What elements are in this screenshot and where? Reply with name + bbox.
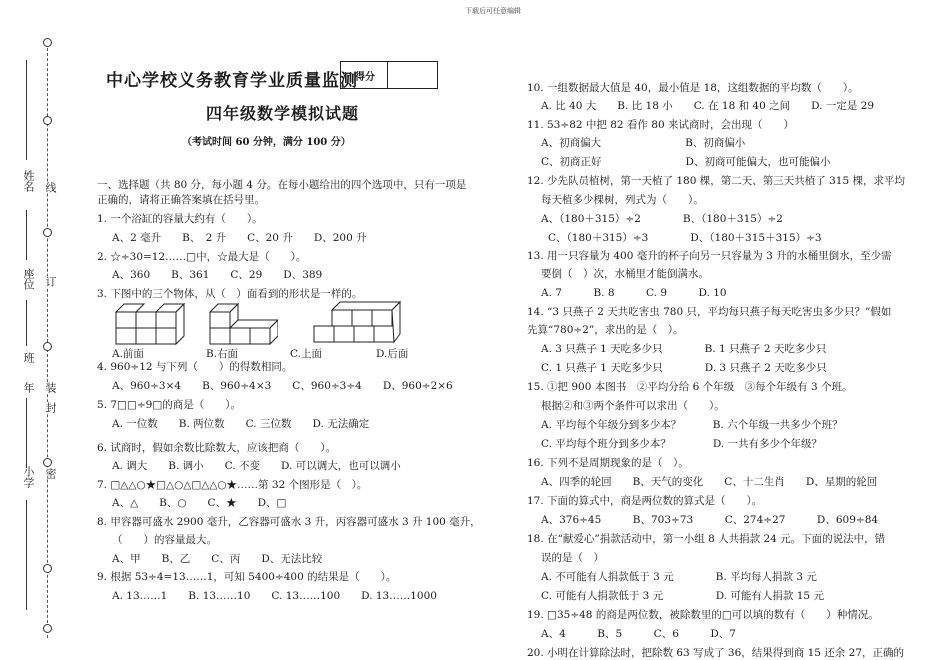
right-question-line: A. 比 40 大 B. 比 18 小 C. 在 18 和 40 之间 D. 一定是 29 <box>541 100 875 112</box>
binding-mark-xian: 线 <box>44 182 57 193</box>
left-question-line: 7. □△△○★□△○△□△△○★……第 32 个图形是（ ）。 <box>97 479 368 491</box>
dashed-binding-line <box>47 38 48 638</box>
block-object-c <box>310 298 416 350</box>
right-question-line: 误的是（ ） <box>541 552 604 564</box>
exam-info: （考试时间 60 分钟，满分 100 分） <box>182 137 351 148</box>
left-question-line: 6. 试商时，假如余数比除数大，应该把商（ ）。 <box>97 442 337 454</box>
left-question-line: （ ）的容量最大。 <box>112 534 217 546</box>
left-question-line: 一、选择题（共 80 分，每小题 4 分。在每小题给出的四个选项中，只有一项是 <box>97 179 467 191</box>
left-question-line: 正确的，请将正确答案填在括号里。 <box>97 194 265 206</box>
right-question-line: C、初商正好 D、初商可能偏大，也可能偏小 <box>541 156 831 168</box>
right-question-line: 要倒（ ）次，水桶里才能倒满水。 <box>541 268 709 280</box>
right-question-line: A. 平均每个年级分到多少本？ B. 六个年级一共多少个班？ <box>541 419 843 431</box>
field-name-label: 姓名 <box>22 170 35 192</box>
right-question-line: 每天植多少棵树，列式为（ ）。 <box>541 194 704 206</box>
left-question-line: A、甲 B、乙 C、丙 D、无法比较 <box>112 553 323 565</box>
binding-hole <box>43 38 52 47</box>
right-question-line: A、376÷45 B、703÷73 C、274÷27 D、609÷84 <box>541 514 879 526</box>
left-question-line: 5. 7□□÷9□的商是（ ）。 <box>97 399 242 411</box>
field-school-line[interactable] <box>26 500 27 610</box>
left-question-line: 9. 根据 53÷4=13……1，可知 5400÷400 的结果是（ ）。 <box>97 571 397 583</box>
binding-hole <box>43 228 52 237</box>
q3-option-c: C.上面 <box>290 348 322 360</box>
binding-hole <box>43 564 52 573</box>
left-question-line: A、2 毫升 B、 2 升 C、20 升 D、200 升 <box>112 232 367 244</box>
field-seat-line[interactable] <box>26 210 27 260</box>
left-question-line: A. 一位数 B. 两位数 C. 三位数 D. 无法确定 <box>112 418 370 430</box>
right-question-line: 16. 下列不是周期现象的是（ ）。 <box>527 457 689 469</box>
right-question-line: 15. ①把 900 本图书 ②平均分给 6 个年级 ③每个年级有 3 个班。 <box>527 381 853 393</box>
left-question-line: A、△ B、○ C、★ D、□ <box>112 497 287 509</box>
binding-mark-zhuang: 装 <box>44 382 57 393</box>
left-question-line: A、960÷3×4 B、960÷4×3 C、960÷3÷4 D、960÷2×6 <box>112 380 453 392</box>
exam-subtitle: 四年级数学模拟试题 <box>206 104 360 123</box>
field-class-label: 班 <box>22 352 35 363</box>
right-question-line: A. 7 B. 8 C. 9 D. 10 <box>541 287 727 299</box>
right-question-line: A、（180＋315）÷2 B、（180＋315）÷2 <box>541 213 783 225</box>
right-question-line: 17. 下面的算式中，商是两位数的算式是（ ）。 <box>527 495 763 507</box>
binding-hole <box>43 116 52 125</box>
left-question-line: A、360 B、361 C、29 D、389 <box>112 269 323 281</box>
right-question-line: C. 平均每个班分到多少本？ D. 一共有多少个年级？ <box>541 438 823 450</box>
binding-hole <box>43 624 52 633</box>
q3-option-d: D.后面 <box>376 348 409 360</box>
binding-hole <box>43 342 52 351</box>
right-question-line: C、（180＋315）÷3 D、（180＋315＋315）÷3 <box>548 232 822 244</box>
right-question-line: A. 不可能有人捐款低于 3 元 B. 平均每人捐款 3 元 <box>541 571 817 583</box>
left-question-line: 4. 960÷12 与下列（ ）的得数相同。 <box>97 361 293 373</box>
binding-hole <box>43 458 52 467</box>
right-question-line: 11. 53÷82 中把 82 看作 80 来试商时，会出现（ ） <box>527 119 794 131</box>
right-question-line: A、四季的轮回 B、天气的变化 C、十二生肖 D、星期的轮回 <box>541 476 878 488</box>
field-class-line[interactable] <box>26 300 27 346</box>
right-question-line: C. 可能有人捐款低于 3 元 D. 可能有人捐款 15 元 <box>541 590 824 602</box>
binding-mark-ding: 订 <box>44 276 57 287</box>
left-question-line: A. 13……1 B. 13……10 C. 13……100 D. 13……1000 <box>112 590 437 602</box>
right-question-line: 13. 用一只容量为 400 毫升的杯子向另一只容量为 3 升的水桶里倒水，至少需 <box>527 250 892 262</box>
right-question-line: 根据②和③两个条件可以求出（ ）。 <box>541 400 725 412</box>
score-box <box>340 61 438 89</box>
field-school-label: 小学 <box>22 466 35 488</box>
binding-mark-feng: 封 <box>44 402 57 413</box>
right-question-line: C. 1 只燕子 1 天吃多少只 D. 3 只燕子 2 天吃多少只 <box>541 362 827 374</box>
left-question-line: 2. ☆÷30=12……□中，☆最大是（ ）。 <box>97 251 307 263</box>
field-grade-line[interactable] <box>26 398 27 468</box>
right-question-line: A、4 B、5 C、6 D、7 <box>541 628 736 640</box>
field-seat-label: 座位 <box>22 268 35 290</box>
right-question-line: A. 3 只燕子 1 天吃多少只 B. 1 只燕子 2 天吃多少只 <box>541 343 827 355</box>
left-question-line: 1. 一个浴缸的容量大约有（ ）。 <box>97 213 263 225</box>
block-object-b <box>206 300 278 350</box>
right-question-line: 先算“780÷2”，求出的是（ ）。 <box>527 324 684 336</box>
right-question-line: 12. 少先队员植树，第一天植了 180 棵，第二天、第三天共植了 315 棵，求平均 <box>527 175 905 187</box>
right-question-line: 18. 在“献爱心”捐款活动中，第一小组 8 人共捐款 24 元。下面的说法中，错 <box>527 533 886 545</box>
field-name-line[interactable] <box>26 60 27 160</box>
field-grade-label: 年 <box>22 382 35 393</box>
q3-option-a: A.前面 <box>112 348 144 360</box>
header-note: 下载后可任意编辑 <box>465 7 521 15</box>
left-question-line: 8. 甲容器可盛水 2900 毫升，乙容器可盛水 3 升，丙容器可盛水 3 升 100 毫升， <box>97 516 481 528</box>
score-field[interactable] <box>388 62 437 88</box>
score-label: 得分 <box>355 72 375 83</box>
left-question-line: 3. 下图中的三个物体，从（ ）面看到的形状是一样的。 <box>97 288 363 300</box>
right-question-line: 19. □35÷48 的商是两位数，被除数里的□可以填的数有（ ）种情况。 <box>527 609 879 621</box>
right-question-line: 10. 一组数据最大值是 40，最小值是 18，这组数据的平均数（ ）。 <box>527 82 859 94</box>
right-question-line: A、初商偏大 B、初商偏小 <box>541 137 746 149</box>
exam-school-title: 中心学校义务教育学业质量监测 <box>106 71 358 91</box>
right-question-line: 14. “3 只燕子 2 天共吃害虫 780 只，平均每只燕子每天吃害虫多少只？”假如 <box>527 306 892 318</box>
right-question-line: 20. 小明在计算除法时，把除数 63 写成了 36，结果得到商 15 还余 27，正确的 <box>527 647 905 659</box>
binding-mark-mi: 密 <box>44 468 57 479</box>
left-question-line: A. 调大 B. 调小 C. 不变 D. 可以调大，也可以调小 <box>112 460 401 472</box>
block-object-a <box>112 300 192 350</box>
q3-option-b: B.右面 <box>206 348 239 360</box>
